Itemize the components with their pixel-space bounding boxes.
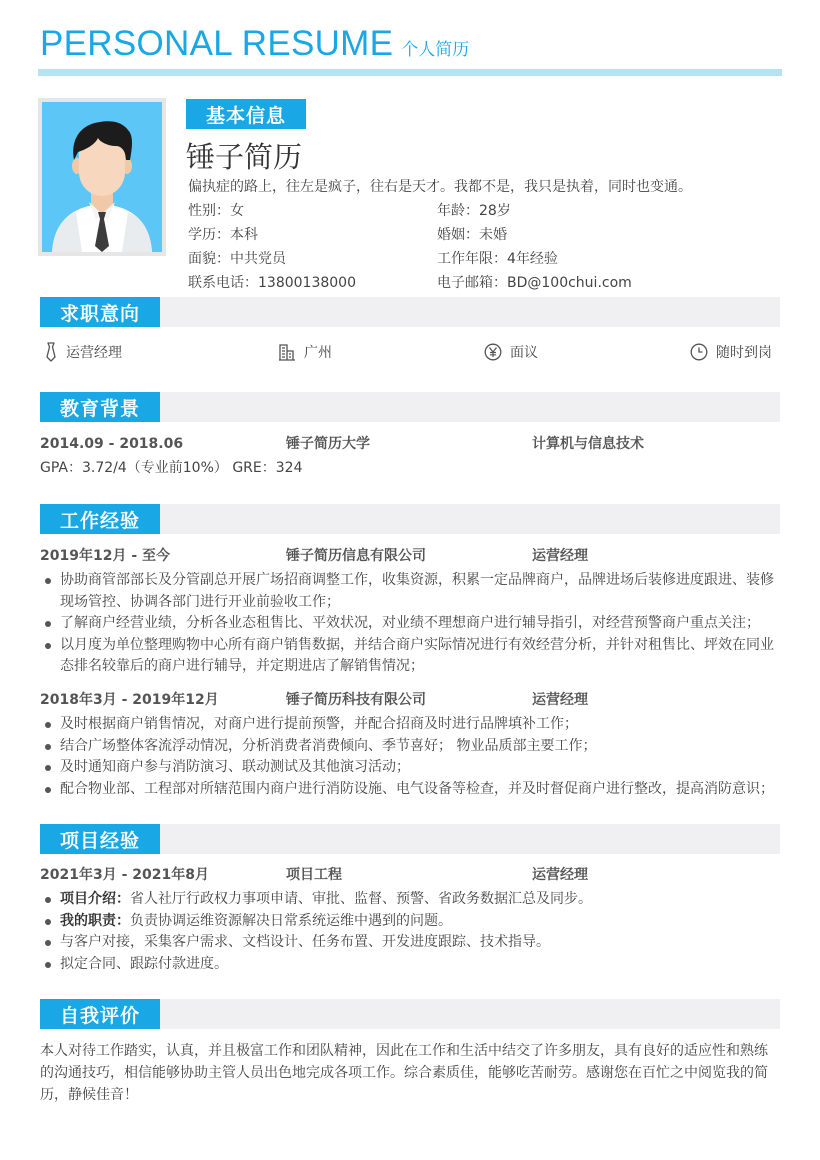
age: 年龄：28岁 <box>437 203 511 219</box>
marital-status: 婚姻：未婚 <box>437 227 507 243</box>
list-item: 配合物业部、工程部对所辖范围内商户进行消防设施、电气设备等检查，并及时督促商户进行整改，提高消防意识； <box>40 779 780 801</box>
intent-city-label: 广州 <box>304 345 332 361</box>
building-icon <box>278 343 296 361</box>
list-item: 拟定合同、跟踪付款进度。 <box>40 954 780 976</box>
intent-availability <box>690 340 772 364</box>
job-company: 锤子简历科技有限公司 <box>286 692 426 708</box>
intent-salary-label: 面议 <box>510 345 538 361</box>
info-row <box>188 247 748 271</box>
section-header-work <box>40 504 780 534</box>
section-label-education: 教育背景 <box>40 392 160 422</box>
section-label-basic-info: 基本信息 <box>186 99 306 129</box>
education-major: 计算机与信息技术 <box>532 436 644 452</box>
title-english: PERSONAL RESUME <box>40 24 394 63</box>
project-duty-text: 负责协调运维资源解决日常系统运维中遇到的问题。 <box>130 912 452 929</box>
political-status: 面貌：中共党员 <box>188 251 286 267</box>
yen-icon <box>484 343 502 361</box>
job-meta <box>40 689 780 711</box>
section-label-job-intent: 求职意向 <box>40 297 160 327</box>
job-title: 运营经理 <box>532 548 588 564</box>
intent-salary <box>484 340 538 364</box>
project-meta <box>40 864 780 886</box>
self-evaluation-text: 本人对待工作踏实，认真，并且极富工作和团队精神，因此在工作和生活中结交了许多朋友，具有良好的适应性和熟练的沟通技巧，相信能够协助主管人员出色地完成各项工作。综合素质佳，能够吃苦耐劳。感谢您在百忙之中阅览我的简历，静候佳音！ <box>40 1043 768 1103</box>
info-row <box>188 223 748 247</box>
project-duty-label: 我的职责： <box>60 912 130 929</box>
list-item: 以月度为单位整理购物中心所有商户销售数据，并结合商户实际情况进行有效经营分析，并针对租售比、坪效在同业态排名较靠后的商户进行辅导，并定期进店了解销售情况； <box>40 635 780 678</box>
job-company: 锤子简历信息有限公司 <box>286 548 426 564</box>
motto: 偏执症的路上，往左是疯子，往右是天才。我都不是，我只是执着，同时也变通。 <box>188 179 692 195</box>
title-chinese: 个人简历 <box>401 40 470 60</box>
section-label-project: 项目经验 <box>40 824 160 854</box>
project-name: 项目工程 <box>286 867 342 883</box>
info-row <box>188 271 748 295</box>
list-item <box>40 889 780 911</box>
job-period: 2019年12月 - 至今 <box>40 548 171 564</box>
tie-icon <box>44 342 58 362</box>
job-period: 2018年3月 - 2019年12月 <box>40 692 219 708</box>
project-intro-text: 省人社厅行政权力事项申请、审批、监督、预警、省政务数据汇总及同步。 <box>130 891 592 907</box>
list-item: 与客户对接，采集客户需求、文档设计、任务布置、开发进度跟踪、技术指导。 <box>40 932 780 954</box>
education-detail: GPA：3.72/4（专业前10%） GRE：324 <box>40 460 303 476</box>
work-years: 工作年限：4年经验 <box>437 251 558 267</box>
title-underline <box>38 69 782 76</box>
section-label-work: 工作经验 <box>40 504 160 534</box>
education-level: 学历：本科 <box>188 227 258 243</box>
avatar-photo <box>42 102 162 252</box>
intent-position-label: 运营经理 <box>66 345 122 361</box>
list-item: 了解商户经营业绩，分析各业态租售比、平效状况，对业绩不理想商户进行辅导指引，对经营预警商户重点关注； <box>40 613 780 635</box>
info-row <box>188 199 748 223</box>
avatar <box>38 98 166 256</box>
job-title: 运营经理 <box>532 692 588 708</box>
phone: 联系电话：13800138000 <box>188 275 356 291</box>
section-header-self-evaluation <box>40 999 780 1029</box>
education-school: 锤子简历大学 <box>286 436 370 452</box>
job-meta <box>40 545 780 567</box>
resume-title <box>40 24 469 70</box>
email: 电子邮箱：BD@100chui.com <box>437 275 632 291</box>
basic-info-grid <box>188 199 748 295</box>
intent-position <box>44 340 122 364</box>
clock-icon <box>690 343 708 361</box>
gender: 性别：女 <box>188 203 244 219</box>
section-label-self-evaluation: 自我评价 <box>40 999 160 1029</box>
list-item: 结合广场整体客流浮动情况，分析消费者消费倾向、季节喜好； 物业品质部主要工作； <box>40 736 780 758</box>
section-header-project <box>40 824 780 854</box>
project-period: 2021年3月 - 2021年8月 <box>40 867 209 883</box>
candidate-name: 锤子简历 <box>186 140 303 174</box>
list-item: 及时根据商户销售情况，对商户进行提前预警，并配合招商及时进行品牌填补工作； <box>40 714 780 736</box>
project-role: 运营经理 <box>532 867 588 883</box>
education-meta <box>40 433 780 455</box>
job-bullets <box>40 570 780 678</box>
list-item: 及时通知商户参与消防演习、联动测试及其他演习活动； <box>40 757 780 779</box>
list-item: 协助商管部部长及分管副总开展广场招商调整工作，收集资源，积累一定品牌商户，品牌进场后装修进度跟进、装修现场管控、协调各部门进行开业前验收工作； <box>40 570 780 613</box>
intent-availability-label: 随时到岗 <box>716 345 772 361</box>
job-intent-row <box>44 340 780 364</box>
project-intro-label: 项目介绍： <box>60 891 130 907</box>
list-item <box>40 911 780 933</box>
section-header-job-intent <box>40 297 780 327</box>
education-period: 2014.09 - 2018.06 <box>40 436 184 452</box>
job-bullets <box>40 714 780 800</box>
section-header-education <box>40 392 780 422</box>
person-avatar-icon <box>42 102 162 252</box>
intent-city <box>278 340 332 364</box>
project-bullets <box>40 889 780 975</box>
